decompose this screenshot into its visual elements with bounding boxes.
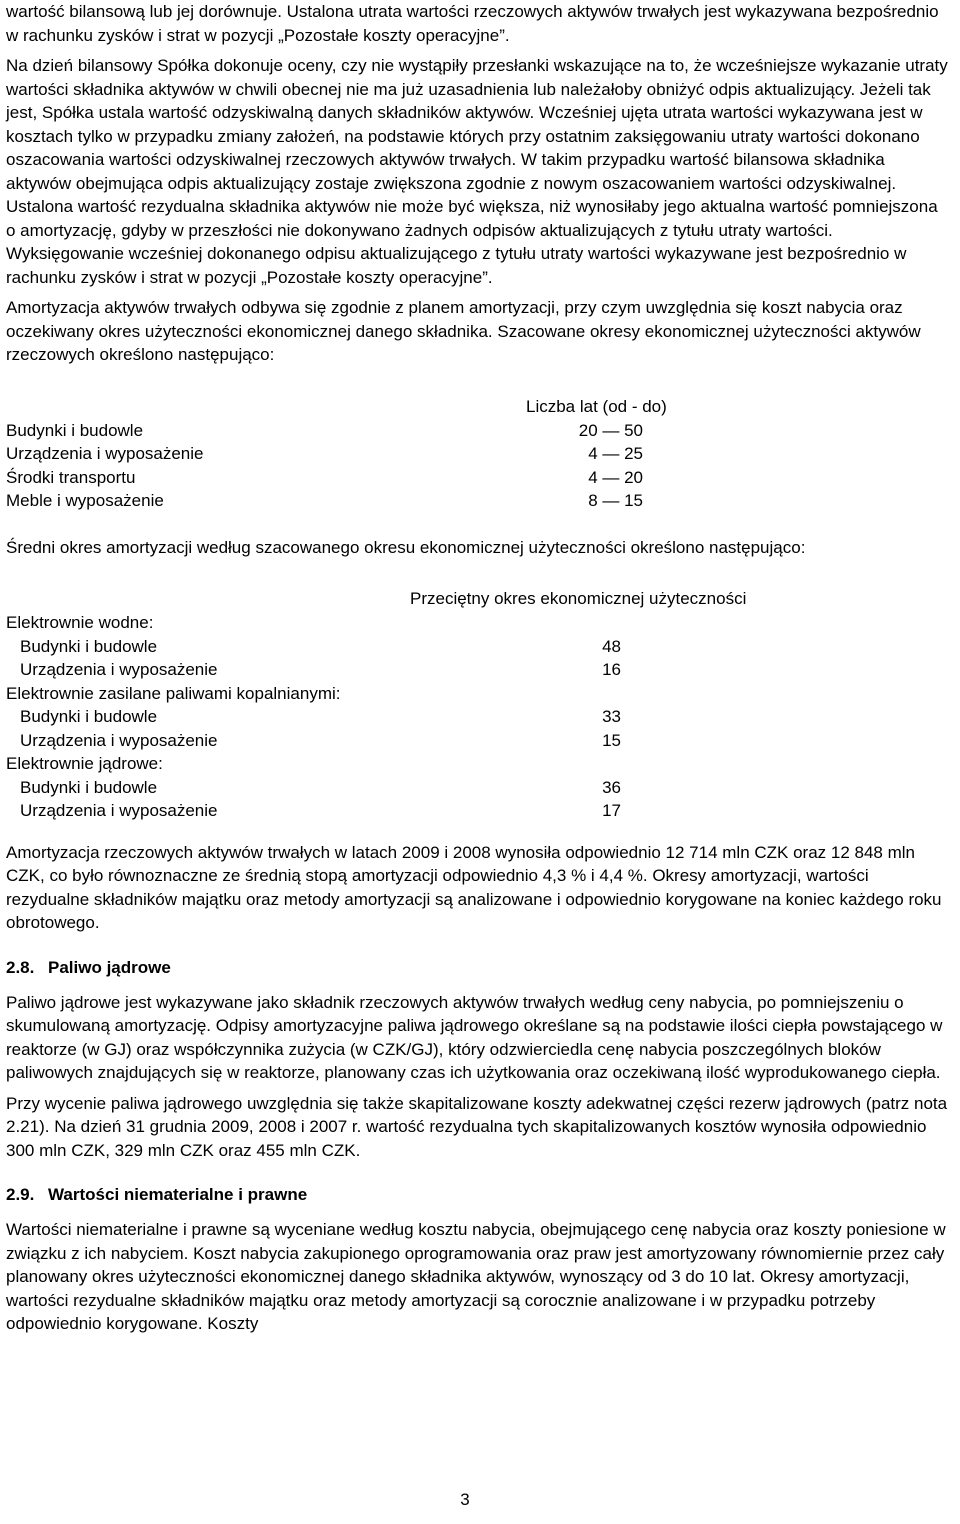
table-row (6, 776, 950, 800)
row-label: Środki transportu (6, 467, 136, 487)
row-label: Budynki i budowle (20, 777, 158, 797)
row-value: 48 (602, 636, 621, 656)
useful-life-table-header: Liczba lat (od - do) (526, 396, 667, 416)
section-heading-nuclear-fuel (6, 956, 950, 980)
useful-life-table (6, 395, 950, 513)
row-value: 36 (602, 777, 621, 797)
row-label: Budynki i budowle (20, 707, 158, 726)
section-title: Paliwo jądrowe (48, 957, 171, 977)
table-row (6, 799, 950, 823)
paragraph-nuclear-provisions: Przy wycenie paliwa jądrowego uwzględnia się także skapitalizowane koszty adekwatnej części rezerw jądrowych (patrz nota 2.21). Na dzień 31 grudnia 2009, 2008 i 2007 r. wartość rezydualna tych skapitalizowanych kosztów wynosiła odpowiednio 300 mln CZK, 329 mln CZK oraz 455 mln CZK. (6, 1093, 948, 1160)
table-row (6, 419, 950, 443)
table-row (6, 658, 950, 682)
section-title: Wartości niematerialne i prawne (48, 1185, 308, 1204)
row-value: 16 (602, 660, 621, 679)
section-number: 2.9. (6, 1185, 35, 1204)
paragraph-intangibles: Wartości niematerialne i prawne są wyceniane według kosztu nabycia, obejmującego cenę nabycia oraz koszty poniesione w związku z ich nabyciem. Koszt nabycia zakupionego oprogramowania oraz praw jest amortyzowany równomiernie przez cały planowany okres użyteczności ekonomicznej danego składnika aktywów, wynoszący od 3 do 10 lat. Okresy amortyzacji, wartości rezydualne składników majątku oraz metody amortyzacji są corocznie analizowane i w przypadku potrzeby odpowiednio korygowane. Koszty (6, 1220, 946, 1333)
page-number: 3 (460, 1490, 470, 1509)
row-value: 33 (602, 707, 621, 726)
table-row (6, 442, 950, 466)
row-value: 4 — 25 (588, 444, 643, 463)
row-label: Budynki i budowle (6, 420, 144, 440)
section-number: 2.8. (6, 957, 35, 977)
row-value: 15 (602, 730, 621, 750)
table-row (6, 489, 950, 513)
paragraph-impairment-reversal: Na dzień bilansowy Spółka dokonuje oceny, czy nie wystąpiły przesłanki wskazujące na to, że wcześniejsze wykazanie utraty wartości składnika aktywów w chwili obecnej nie ma już uzasadnienia lub należałoby obniżyć odpis aktualizujący. Jeżeli tak jest, Spółka ustala wartość odzyskiwalną danych składników aktywów. Wcześniej ujęta utrata wartości wykazywana jest w kosztach tylko w przypadku zmiany założeń, na podstawie których przy ostatnim zaksięgowaniu utraty wartości dokonano oszacowania wartości odzyskiwalnej rzeczowych aktywów trwałych. W takim przypadku wartość bilansowa składnika aktywów obejmująca odpis aktualizujący zostaje zwiększona zgodnie z nowym oszacowaniem wartości odzyskiwalnej. Ustalona wartość rezydualna składnika aktywów nie może być większa, niż wynosiłaby jego aktualna wartość pomniejszona o amortyzację, gdyby w przeszłości nie dokonywano żadnych odpisów aktualizujących z tytułu utraty wartości. Wyksięgowanie wcześniej dokonanego odpisu aktualizującego z tytułu utraty wartości wykazywane jest bezpośrednio w rachunku zysków i strat w pozycji „Pozostałe koszty operacyjne”. (6, 56, 948, 287)
table-row (6, 635, 950, 659)
row-label: Urządzenia i wyposażenie (20, 730, 218, 750)
row-value: 20 — 50 (578, 420, 643, 440)
table-row (6, 466, 950, 490)
paragraph-impairment-recognition: wartość bilansową lub jej dorównuje. Ustalona utrata wartości rzeczowych aktywów trwałych jest wykazywana bezpośrednio w rachunku zysków i strat w pozycji „Pozostałe koszty operacyjne”. (6, 2, 939, 45)
average-period-table-header: Przeciętny okres ekonomicznej użyteczności (410, 589, 747, 608)
row-label: Urządzenia i wyposażenie (20, 660, 218, 679)
row-label: Budynki i budowle (20, 636, 158, 656)
table-row (6, 705, 950, 729)
group-title: Elektrownie jądrowe: (6, 754, 163, 773)
table-row (6, 729, 950, 753)
paragraph-average-period-intro: Średni okres amortyzacji według szacowanego okresu ekonomicznej użyteczności określono następująco: (6, 537, 806, 557)
paragraph-nuclear-fuel: Paliwo jądrowe jest wykazywane jako składnik rzeczowych aktywów trwałych według ceny nabycia, po pomniejszeniu o skumulowaną amortyzację. Odpisy amortyzacyjne paliwa jądrowego określane są na podstawie ilości ciepła powstającego w reaktorze (w GJ) oraz współczynnika zużycia (w CZK/GJ), który odzwierciedla cenę nabycia poszczególnych bloków paliwowych znajdujących się w reaktorze, planowany czas ich użytkowania oraz oczekiwaną ilość wyprodukowanego ciepła. (6, 992, 943, 1082)
row-value: 17 (602, 801, 621, 820)
row-label: Urządzenia i wyposażenie (6, 444, 204, 463)
average-period-table (6, 587, 950, 823)
row-label: Urządzenia i wyposażenie (20, 801, 218, 820)
document-page (6, 0, 950, 1336)
section-heading-intangibles (6, 1183, 950, 1207)
row-value: 4 — 20 (588, 467, 643, 487)
paragraph-depreciation-intro: Amortyzacja aktywów trwałych odbywa się zgodnie z planem amortyzacji, przy czym uwzględnia się koszt nabycia oraz oczekiwany okres użyteczności ekonomicznej danego składnika. Szacowane okresy ekonomicznej użyteczności aktywów rzeczowych określono następująco: (6, 298, 921, 364)
row-label: Meble i wyposażenie (6, 491, 164, 510)
row-value: 8 — 15 (588, 491, 643, 510)
paragraph-depreciation-amounts: Amortyzacja rzeczowych aktywów trwałych w latach 2009 i 2008 wynosiła odpowiednio 12 714 mln CZK oraz 12 848 mln CZK, co było równoznaczne ze średnią stopą amortyzacji odpowiednio 4,3 % i 4,4 %. Okresy amortyzacji, wartości rezydualne składników majątku oraz metody amortyzacji są analizowane i odpowiednio korygowane na koniec każdego roku obrotowego. (6, 842, 942, 932)
group-title: Elektrownie zasilane paliwami kopalnianymi: (6, 683, 341, 703)
group-title: Elektrownie wodne: (6, 613, 154, 632)
